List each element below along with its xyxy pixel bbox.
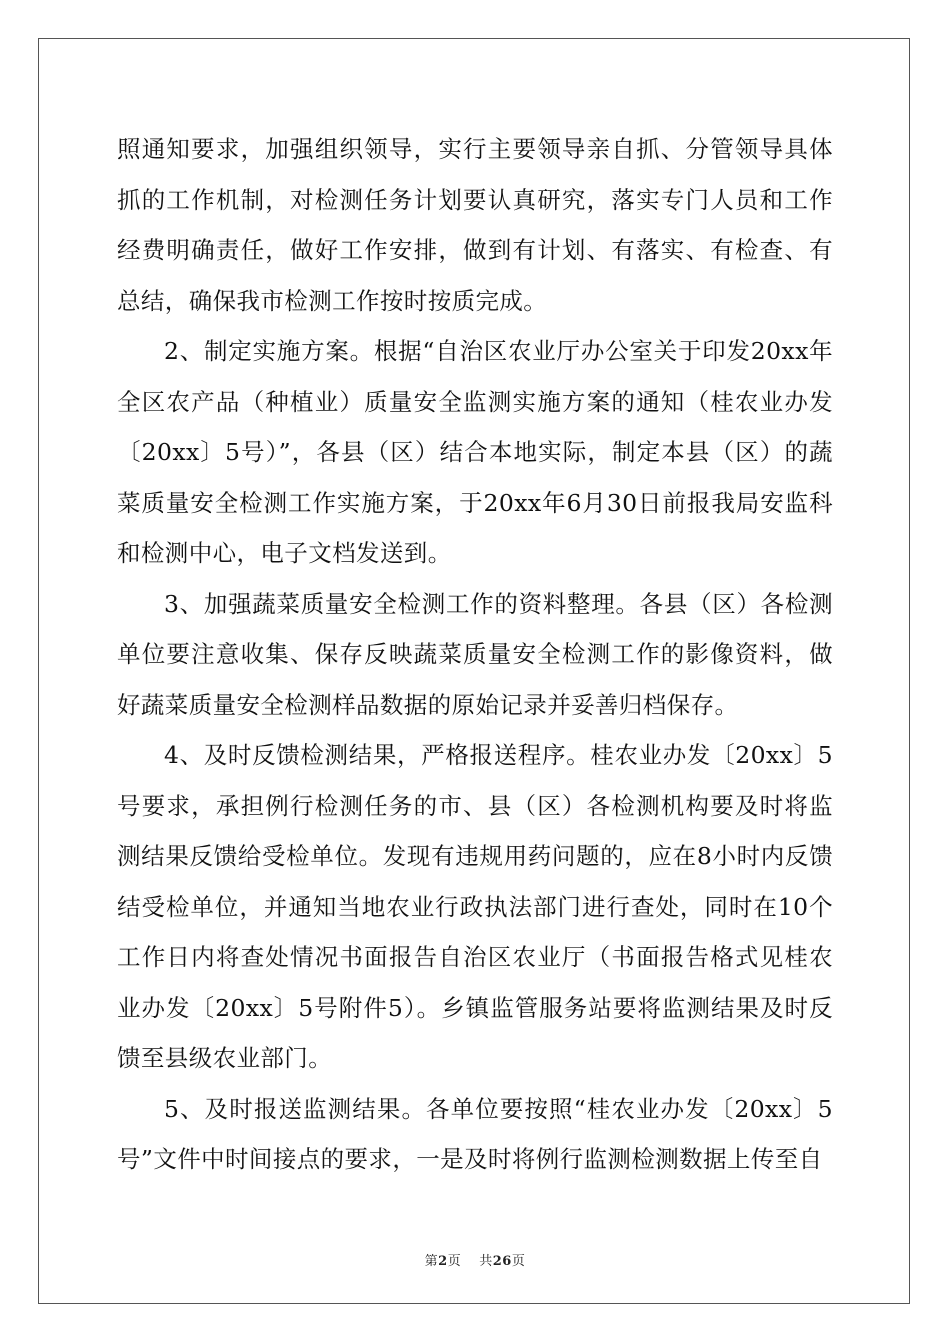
paragraph-item-5: 5、及时报送监测结果。各单位要按照“桂农业办发〔20xx〕5号”文件中时间接点的要求，一是及时将例行监测检测数据上传至自 — [117, 1094, 833, 1173]
page-suffix: 页 — [447, 1254, 462, 1269]
page-footer — [0, 1250, 950, 1269]
total-suffix: 页 — [511, 1254, 526, 1269]
document-body — [117, 124, 833, 1185]
paragraph-item-4: 4、及时反馈检测结果，严格报送程序。桂农业办发〔20xx〕5号要求，承担例行检测任务的市、县（区）各检测机构要及时将监测结果反馈给受检单位。发现有违规用药问题的，应在8小时内反馈结受检单位，并通知当地农业行政执法部门进行查处，同时在10个工作日内将查处情况书面报告自治区农业厅（书面报告格式见桂农业办发〔20xx〕5号附件5）。乡镇监管服务站要将监测结果及时反馈至县级农业部门。 — [117, 741, 833, 1072]
total-pages: 26 — [492, 1254, 512, 1269]
paragraph-item-2: 2、制定实施方案。根据“自治区农业厅办公室关于印发20xx年全区农产品（种植业）质量安全监测实施方案的通知（桂农业办发〔20xx〕5号）”，各县（区）结合本地实际，制定本县（区）的蔬菜质量安全检测工作实施方案，于20xx年6月30日前报我局安监科和检测中心，电子文档发送到。 — [117, 337, 833, 567]
paragraph-item-3: 3、加强蔬菜质量安全检测工作的资料整理。各县（区）各检测单位要注意收集、保存反映蔬菜质量安全检测工作的影像资料，做好蔬菜质量安全检测样品数据的原始记录并妥善归档保存。 — [117, 589, 833, 719]
page-prefix: 第 — [424, 1254, 439, 1269]
paragraph-continuation: 照通知要求，加强组织领导，实行主要领导亲自抓、分管领导具体抓的工作机制，对检测任务计划要认真研究，落实专门人员和工作经费明确责任，做好工作安排，做到有计划、有落实、有检查、有总结，确保我市检测工作按时按质完成。 — [117, 135, 833, 315]
page-number: 2 — [438, 1254, 448, 1269]
total-prefix: 共 — [479, 1254, 493, 1269]
